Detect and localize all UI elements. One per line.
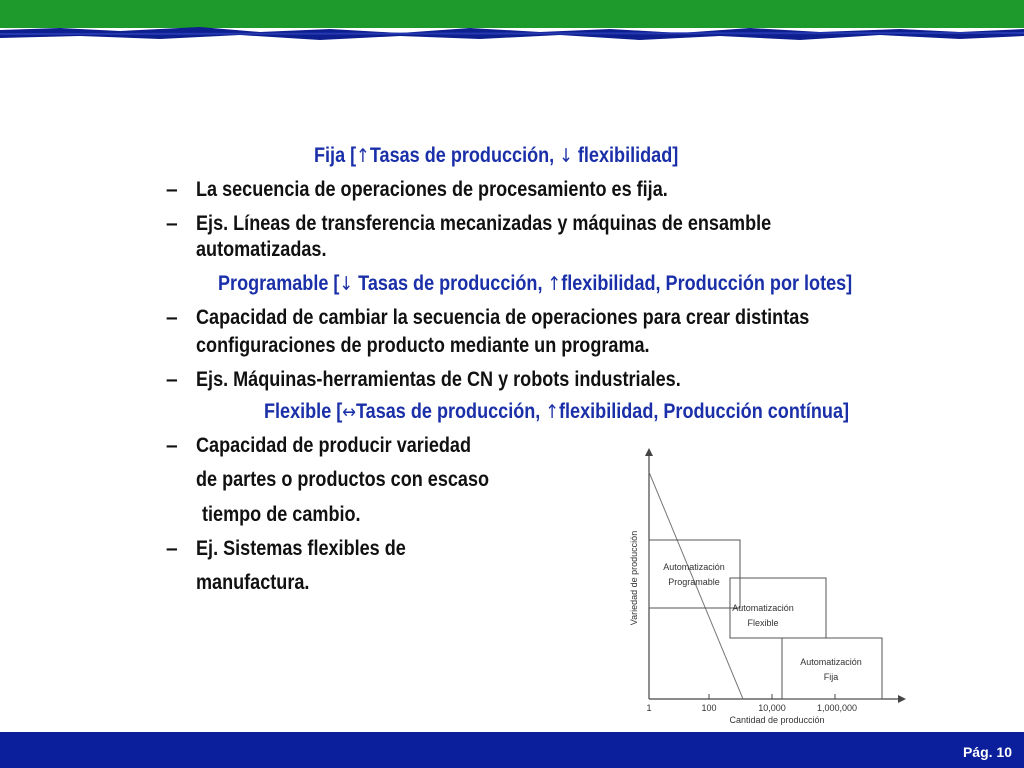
bullet-dash: – bbox=[166, 178, 178, 201]
bullet-flexible-2: Ej. Sistemas flexibles de bbox=[196, 537, 406, 560]
bullet-programable-1: Capacidad de cambiar la secuencia de operaciones para crear distintas bbox=[196, 306, 810, 329]
x-tick-label: 100 bbox=[701, 703, 717, 713]
top-brush-stroke bbox=[0, 24, 1024, 44]
automation-diagram-svg bbox=[597, 444, 915, 736]
heading-flexible: Flexible [↔Tasas de producción, ↑flexibilidad, Producción contínua] bbox=[264, 400, 850, 423]
label-flexible-2: Flexible bbox=[747, 618, 779, 628]
bullet-flexible-1: Capacidad de producir variedad bbox=[196, 434, 471, 457]
x-tick-label: 1,000,000 bbox=[816, 703, 858, 713]
arrow-up-icon: ↑ bbox=[356, 145, 370, 167]
heading-programable: Programable [↓ Tasas de producción, ↑flexibilidad, Producción por lotes] bbox=[218, 272, 853, 295]
heading-fija: Fija [↑Tasas de producción, ↓ flexibilidad] bbox=[314, 144, 679, 167]
label-fija-1: Automatización bbox=[800, 657, 862, 667]
arrow-up-icon: ↑ bbox=[547, 273, 562, 295]
bullet-programable-1-cont: configuraciones de producto mediante un programa. bbox=[196, 334, 650, 357]
bullet-flexible-1-cont2: tiempo de cambio. bbox=[202, 503, 361, 526]
arrow-up-icon: ↑ bbox=[545, 401, 560, 423]
x-axis-arrow bbox=[898, 695, 906, 703]
arrow-down-icon: ↓ bbox=[559, 145, 573, 167]
bullet-dash: – bbox=[166, 306, 178, 329]
bullet-flexible-1-cont: de partes o productos con escaso bbox=[196, 468, 490, 491]
bullet-dash: – bbox=[166, 212, 178, 235]
page-number: Pág. 10 bbox=[962, 744, 1012, 760]
label-programable-1: Automatización bbox=[663, 562, 725, 572]
x-axis-title: Cantidad de producción bbox=[729, 715, 825, 725]
bullet-fija-1: La secuencia de operaciones de procesamiento es fija. bbox=[196, 178, 668, 201]
bullet-flexible-2-cont: manufactura. bbox=[196, 571, 310, 594]
automation-diagram bbox=[597, 444, 915, 736]
x-tick-label: 10,000 bbox=[758, 703, 786, 713]
x-tick-label: 1 bbox=[646, 703, 652, 713]
bullet-fija-2: Ejs. Líneas de transferencia mecanizadas y máquinas de ensamble bbox=[196, 212, 772, 235]
label-flexible-1: Automatización bbox=[732, 603, 794, 613]
label-fija-2: Fija bbox=[823, 672, 839, 682]
y-axis-arrow bbox=[645, 448, 653, 456]
bullet-dash: – bbox=[166, 537, 178, 560]
bullet-fija-2-cont: automatizadas. bbox=[196, 238, 327, 261]
bullet-dash: – bbox=[166, 368, 178, 391]
box-programable bbox=[649, 540, 740, 608]
box-fija bbox=[782, 638, 882, 699]
bullet-dash: – bbox=[166, 434, 178, 457]
y-axis-title: Variedad de producción bbox=[629, 530, 639, 626]
arrow-down-icon: ↓ bbox=[339, 273, 354, 295]
label-programable-2: Programable bbox=[668, 577, 720, 587]
arrow-left-right-icon: ↔ bbox=[342, 401, 356, 423]
bottom-blue-bar bbox=[0, 732, 1024, 768]
bullet-programable-2: Ejs. Máquinas-herramientas de CN y robots industriales. bbox=[196, 368, 681, 391]
